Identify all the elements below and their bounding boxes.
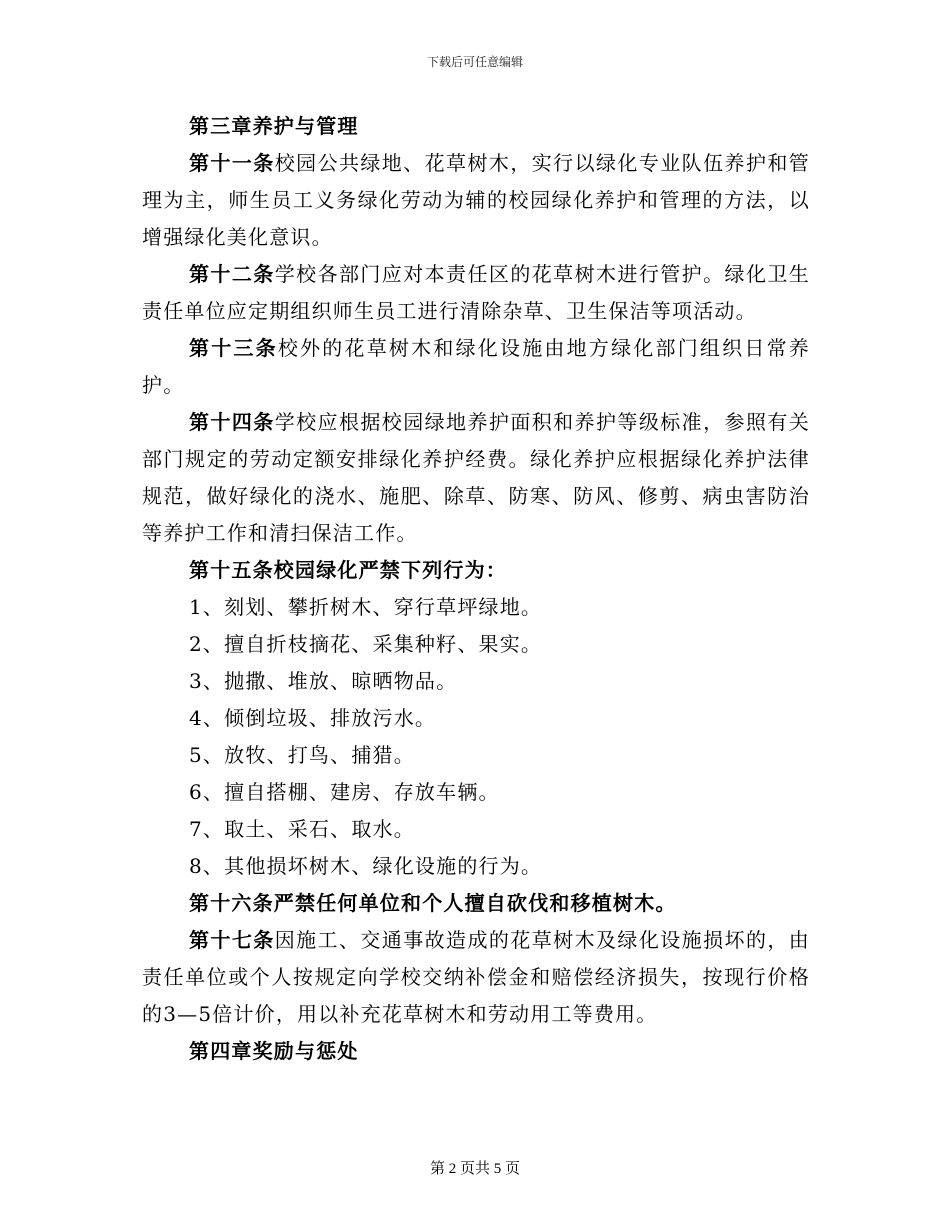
article-text: 学校各部门应对本责任区的花草树木进行管护。绿化卫生责任单位应定期组织师生员工进行清除杂草、卫生保洁等项活动。	[142, 262, 810, 323]
page-header: 下载后可任意编辑	[426, 55, 523, 69]
article-title: 第十六条严禁任何单位和个人擅自砍伐和移植树木。	[189, 891, 677, 915]
list-item: 7、取土、采石、取水。	[189, 817, 415, 841]
list-item: 6、擅自搭棚、建房、存放车辆。	[189, 780, 500, 804]
article-text: 因施工、交通事故造成的花草树木及绿化设施损坏的，由责任单位或个人按规定向学校交纳补偿金和赔偿经济损失，按现行价格的3—5倍计价，用以补充花草树木和劳动用工等费用。	[142, 928, 810, 1026]
article-paragraph	[142, 256, 810, 330]
article-number: 第十七条	[189, 928, 275, 952]
article-text: 校园公共绿地、花草树木，实行以绿化专业队伍养护和管理为主，师生员工义务绿化劳动为辅的校园绿化养护和管理的方法，以增强绿化美化意识。	[142, 151, 810, 249]
article-paragraph	[142, 330, 810, 404]
chapter-heading	[142, 108, 810, 145]
chapter-title: 第四章奖励与惩处	[189, 1039, 359, 1063]
article-text: 校外的花草树木和绿化设施由地方绿化部门组织日常养护。	[142, 336, 810, 397]
list-item: 8、其他损坏树木、绿化设施的行为。	[189, 854, 543, 878]
chapter-title: 第三章养护与管理	[189, 114, 359, 138]
document-body	[142, 108, 810, 1070]
article-text: 学校应根据校园绿地养护面积和养护等级标准，参照有关部门规定的劳动定额安排绿化养护经费。绿化养护应根据绿化养护法律规范，做好绿化的浇水、施肥、除草、防寒、防风、修剪、病虫害防治等养护工作和清扫保洁工作。	[142, 410, 810, 545]
chapter-heading	[142, 1033, 810, 1070]
list-item: 4、倾倒垃圾、排放污水。	[189, 706, 437, 730]
article-paragraph	[142, 922, 810, 1033]
article-number: 第十三条	[189, 336, 278, 360]
list-item: 3、抛撒、堆放、晾晒物品。	[189, 669, 458, 693]
article-number: 第十二条	[189, 262, 275, 286]
article-number: 第十四条	[189, 410, 275, 434]
article-heading	[142, 552, 810, 589]
article-title: 第十五条校园绿化严禁下列行为：	[189, 558, 507, 582]
page-footer: 第 2 页共 5 页	[429, 1161, 520, 1177]
list-item: 2、擅自折枝摘花、采集种籽、果实。	[189, 632, 543, 656]
article-paragraph	[142, 404, 810, 552]
article-number: 第十一条	[189, 151, 275, 175]
article-heading	[142, 885, 810, 922]
list-item: 1、刻划、攀折树木、穿行草坪绿地。	[189, 595, 543, 619]
list-item: 5、放牧、打鸟、捕猎。	[189, 743, 415, 767]
article-paragraph	[142, 145, 810, 256]
